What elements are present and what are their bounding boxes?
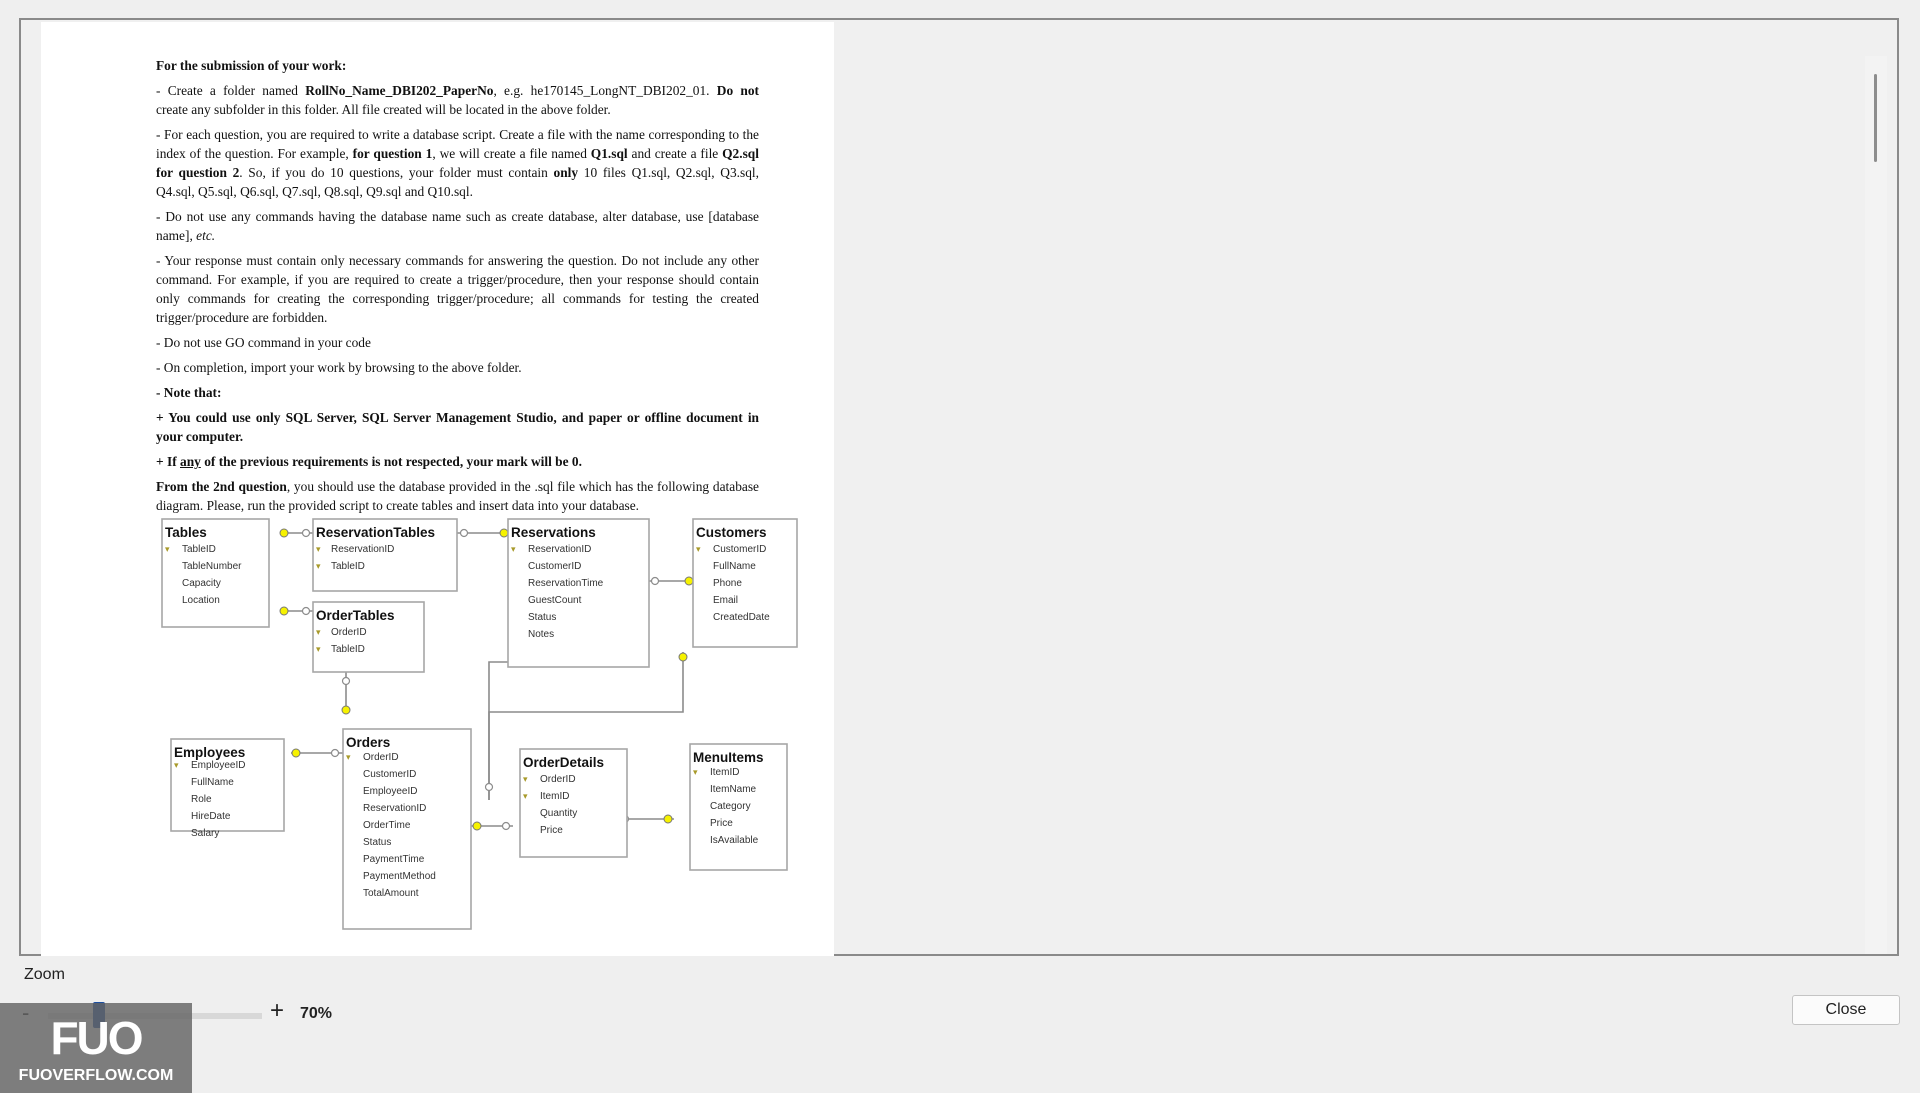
svg-text:Employees: Employees — [174, 745, 246, 760]
svg-text:▾: ▾ — [316, 644, 321, 654]
svg-text:Email: Email — [713, 595, 739, 606]
svg-text:▾: ▾ — [316, 544, 321, 554]
svg-text:▾: ▾ — [511, 544, 516, 554]
svg-text:TableID: TableID — [331, 644, 365, 655]
svg-text:IsAvailable: IsAvailable — [710, 835, 759, 846]
svg-text:OrderID: OrderID — [540, 774, 576, 785]
svg-text:CustomerID: CustomerID — [363, 769, 417, 780]
svg-text:▾: ▾ — [693, 767, 698, 777]
svg-text:Status: Status — [528, 612, 557, 623]
svg-text:Price: Price — [540, 825, 563, 836]
watermark-logo: FUO — [50, 1012, 142, 1064]
svg-text:Capacity: Capacity — [182, 578, 221, 589]
submission-heading: For the submission of your work: — [156, 58, 347, 73]
vertical-scrollbar[interactable] — [1865, 56, 1887, 954]
svg-text:ReservationTime: ReservationTime — [528, 578, 604, 589]
svg-text:▾: ▾ — [316, 627, 321, 637]
svg-text:CustomerID: CustomerID — [713, 544, 767, 555]
svg-text:▾: ▾ — [165, 544, 170, 554]
document-viewer — [19, 18, 1899, 956]
paragraph-database-commands: - Do not use any commands having the database name such as create database, alter database, use [database name], etc. — [156, 209, 759, 243]
database-diagram — [41, 22, 834, 956]
table-employees — [171, 739, 284, 839]
svg-text:ReservationID: ReservationID — [363, 803, 427, 814]
svg-text:Location: Location — [182, 595, 220, 606]
paragraph-database-diagram: From the 2nd question, you should use the database provided in the .sql file which has the following database diagram. Please, run the provided script to create tables and insert data into your database. — [156, 479, 759, 513]
close-button[interactable]: Close — [1792, 995, 1900, 1025]
svg-text:PaymentMethod: PaymentMethod — [363, 871, 436, 882]
svg-text:ItemID: ItemID — [710, 767, 740, 778]
paragraph-response: - Your response must contain only necessary commands for answering the question. Do not include any other command. For example, if you are required to create a trigger/procedure, then your response should contain only commands for creating the corresponding trigger/procedure; all commands for testing the created trigger/procedure are forbidden. — [156, 253, 759, 325]
table-tables — [162, 519, 269, 627]
paragraph-completion: - On completion, import your work by browsing to the above folder. — [156, 360, 522, 375]
svg-text:ReservationID: ReservationID — [528, 544, 592, 555]
svg-text:▾: ▾ — [174, 760, 179, 770]
svg-text:ItemID: ItemID — [540, 791, 570, 802]
svg-text:GuestCount: GuestCount — [528, 595, 582, 606]
svg-text:Salary: Salary — [191, 828, 220, 839]
svg-text:OrderID: OrderID — [363, 752, 399, 763]
svg-text:Phone: Phone — [713, 578, 742, 589]
note-tools: + You could use only SQL Server, SQL Server Management Studio, and paper or offline document in your computer. — [156, 410, 759, 444]
svg-text:CreatedDate: CreatedDate — [713, 612, 770, 623]
svg-text:OrderDetails: OrderDetails — [523, 755, 605, 770]
paragraph-go-command: - Do not use GO command in your code — [156, 335, 371, 350]
svg-text:OrderTables: OrderTables — [316, 608, 395, 623]
note-requirements: + If any of the previous requirements is not respected, your mark will be 0. — [156, 454, 582, 469]
table-reservations — [508, 519, 649, 667]
svg-text:OrderTime: OrderTime — [363, 820, 411, 831]
svg-text:Reservations: Reservations — [511, 525, 596, 540]
svg-text:▾: ▾ — [523, 791, 528, 801]
watermark — [0, 1003, 192, 1093]
note-heading: - Note that: — [156, 385, 222, 400]
svg-text:Quantity: Quantity — [540, 808, 578, 819]
paragraph-folder: - Create a folder named RollNo_Name_DBI202_PaperNo, e.g. he170145_LongNT_DBI202_01. Do not create any subfolder in this folder. All file created will be located in the above folder. — [156, 83, 759, 117]
table-order-details — [520, 749, 627, 857]
svg-text:PaymentTime: PaymentTime — [363, 854, 425, 865]
watermark-site: FUOVERFLOW.COM — [18, 1067, 174, 1084]
zoom-in-button[interactable]: + — [270, 997, 285, 1024]
svg-text:CustomerID: CustomerID — [528, 561, 582, 572]
svg-text:▾: ▾ — [696, 544, 701, 554]
svg-text:Orders: Orders — [346, 735, 391, 750]
svg-text:EmployeeID: EmployeeID — [363, 786, 418, 797]
zoom-label: Zoom — [24, 966, 65, 983]
svg-text:FullName: FullName — [191, 777, 234, 788]
svg-text:Customers: Customers — [696, 525, 767, 540]
svg-text:FullName: FullName — [713, 561, 756, 572]
svg-text:MenuItems: MenuItems — [693, 750, 764, 765]
svg-text:Role: Role — [191, 794, 212, 805]
zoom-value: 70% — [300, 1005, 333, 1022]
svg-text:Notes: Notes — [528, 629, 555, 640]
table-customers — [693, 519, 797, 647]
svg-text:Category: Category — [710, 801, 751, 812]
table-orders — [343, 729, 471, 929]
svg-text:HireDate: HireDate — [191, 811, 231, 822]
svg-text:TableID: TableID — [331, 561, 365, 572]
svg-text:TableID: TableID — [182, 544, 216, 555]
svg-text:▾: ▾ — [346, 752, 351, 762]
svg-text:ReservationTables: ReservationTables — [316, 525, 436, 540]
svg-text:Status: Status — [363, 837, 392, 848]
table-order-tables — [313, 602, 424, 672]
table-reservation-tables — [313, 519, 457, 591]
table-menu-items — [690, 744, 787, 870]
svg-text:EmployeeID: EmployeeID — [191, 760, 246, 771]
svg-text:ItemName: ItemName — [710, 784, 757, 795]
svg-text:OrderID: OrderID — [331, 627, 367, 638]
paragraph-files: - For each question, you are required to write a database script. Create a file with the name corresponding to the index of the question. For example, for question 1, we will create a file named Q1.sql and create a file Q2.sql for question 2. So, if you do 10 questions, your folder must contain only 10 files Q1.sql, Q2.sql, Q3.sql, Q4.sql, Q5.sql, Q6.sql, Q7.sql, Q8.sql, Q9.sql and Q10.sql. — [156, 127, 759, 199]
scrollbar-thumb[interactable] — [1874, 74, 1877, 162]
svg-text:ReservationID: ReservationID — [331, 544, 395, 555]
svg-text:▾: ▾ — [523, 774, 528, 784]
svg-text:▾: ▾ — [316, 561, 321, 571]
svg-text:Tables: Tables — [165, 525, 207, 540]
document-page — [41, 22, 834, 956]
svg-text:Price: Price — [710, 818, 733, 829]
svg-text:TableNumber: TableNumber — [182, 561, 242, 572]
svg-text:TotalAmount: TotalAmount — [363, 888, 419, 899]
